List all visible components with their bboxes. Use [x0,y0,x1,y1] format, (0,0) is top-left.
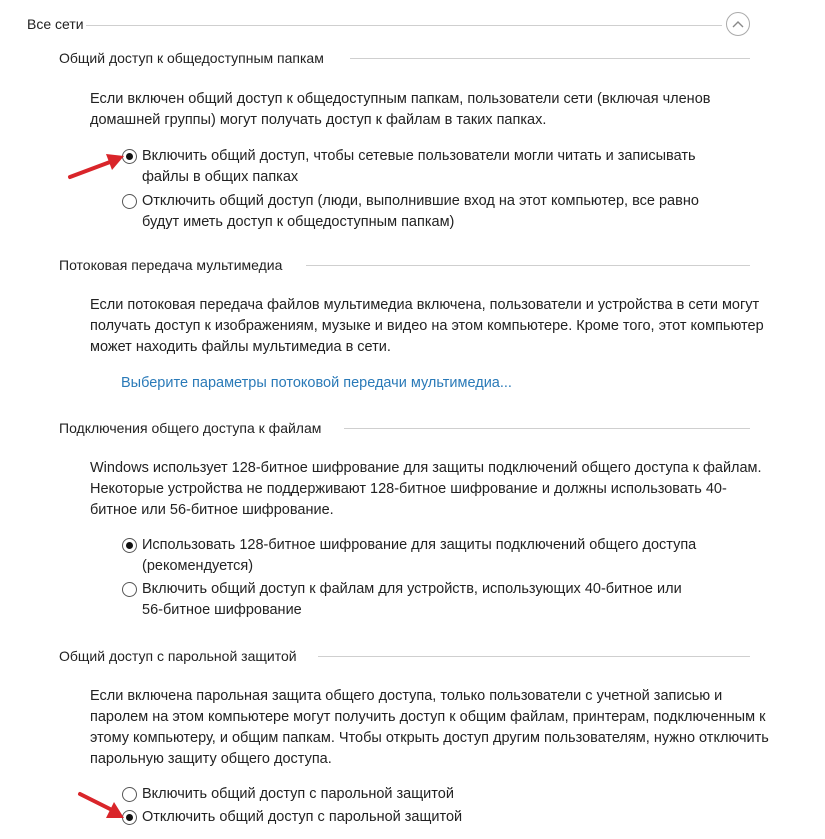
radio-button[interactable] [122,582,137,597]
divider [344,428,750,429]
radio-button[interactable] [122,538,137,553]
section-title-media-streaming: Потоковая передача мультимедиа [59,257,283,273]
radio-enable-password-protection[interactable] [122,784,454,805]
radio-button[interactable] [122,194,137,209]
chevron-up-icon [732,20,744,28]
radio-label: (рекомендуется) [142,558,254,574]
radio-128bit-encryption[interactable] [122,535,696,577]
radio-label: Включить общий доступ к файлам для устройств, использующих 40-битное или [142,581,682,597]
radio-label: файлы в общих папках [142,169,299,185]
section-description: Windows использует 128-битное шифрование для защиты подключений общего доступа к файлам. Некоторые устройства не поддерживают 128-битное шифрование и должны использовать 40-битное или 56-битное шифрование. [90,460,762,518]
radio-label: Отключить общий доступ (люди, выполнившие вход на этот компьютер, все равно [142,193,699,209]
section-description: Если включен общий доступ к общедоступным папкам, пользователи сети (включая членов домашней группы) могут получать доступ к файлам в таких папках. [90,91,711,128]
collapse-button[interactable] [726,12,750,36]
section-title-public-folders: Общий доступ к общедоступным папкам [59,50,324,66]
annotation-arrow-icon [66,148,128,182]
section-description: Если потоковая передача файлов мультимедиа включена, пользователи и устройства в сети могут получать доступ к изображениям, музыке и видео на этом компьютере. Кроме того, этот компьютер может находить файлы мультимедиа в сети. [90,297,764,355]
radio-disable-public-sharing[interactable] [122,191,699,233]
section-title-file-sharing-connections: Подключения общего доступа к файлам [59,420,322,436]
radio-label: Отключить общий доступ с парольной защитой [142,809,463,825]
divider [318,656,750,657]
radio-disable-password-protection[interactable] [122,807,462,828]
media-streaming-options-link[interactable]: Выберите параметры потоковой передачи мультимедиа... [121,375,512,391]
section-title-password-protected-sharing: Общий доступ с парольной защитой [59,648,297,664]
radio-label: Включить общий доступ с парольной защитой [142,786,454,802]
divider [350,58,750,59]
radio-enable-public-sharing[interactable] [122,146,696,188]
divider [86,25,722,26]
section-description: Если включена парольная защита общего доступа, только пользователи с учетной записью и паролем на этом компьютере могут получить доступ к общим файлам, принтерам, подключенным к этому компьютеру, и общим папкам. Чтобы открыть доступ другим пользователям, нужно отключить парольную защиту общего доступа. [90,688,769,767]
radio-label: будут иметь доступ к общедоступным папкам) [142,214,455,230]
radio-label: Использовать 128-битное шифрование для защиты подключений общего доступа [142,537,697,553]
radio-label: 56-битное шифрование [142,602,302,618]
radio-40-56bit-encryption[interactable] [122,579,682,621]
radio-label: Включить общий доступ, чтобы сетевые пользователи могли читать и записывать [142,148,696,164]
group-title: Все сети [27,16,84,32]
divider [306,265,750,266]
annotation-arrow-icon [76,790,128,824]
